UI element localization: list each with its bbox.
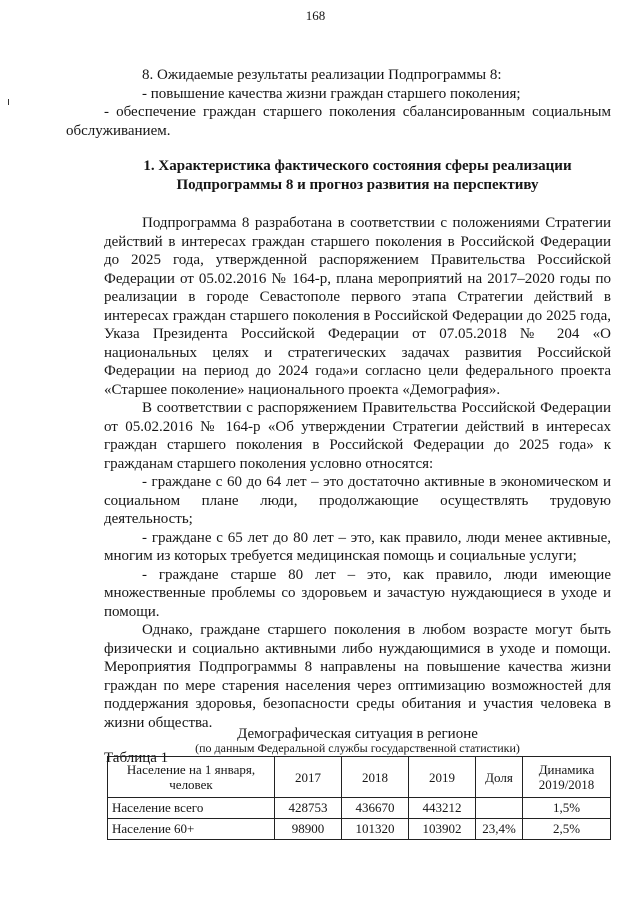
table-cell: 443212 xyxy=(409,798,476,819)
section-heading: 1. Характеристика фактического состояния сферы реализации Подпрограммы 8 и прогноз развития на перспективу xyxy=(143,158,572,193)
page-number: 168 xyxy=(305,8,326,23)
paragraph: В соответствии с распоряжением Правительства Российской Федерации от 05.02.2016 № 164-р «Об утверждении Стратегии действий в интересах граждан старшего поколения в Российской Федерации до 2025 года» к гражданам старшего поколения условно относятся: xyxy=(104,400,611,472)
table-header-cell: 2018 xyxy=(342,757,409,798)
table-cell: 2,5% xyxy=(523,819,611,840)
paragraph: - граждане с 65 лет до 80 лет – это, как правило, люди менее активные, многим из которых требуется медицинская помощь и социальные услуги; xyxy=(104,529,611,564)
table-cell xyxy=(476,798,523,819)
margin-mark xyxy=(8,99,9,105)
table-cell: 23,4% xyxy=(476,819,523,840)
table-header-cell: Население на 1 января, человек xyxy=(108,757,275,798)
table-caption: Таблица 1 xyxy=(104,750,169,766)
list-item: - повышение качества жизни граждан старшего поколения; xyxy=(142,85,521,102)
paragraph: Однако, граждане старшего поколения в любом возрасте могут быть физически и социально активными либо нуждающимися в уходе и помощи. Мероприятия Подпрограммы 8 направлены на повышение качества жизни граждан по мере старения населения через оптимизацию возможностей для поддержания здоровья, безопасности среды обитания и участия человека в жизни общества. xyxy=(104,622,611,731)
table-header-cell: 2019 xyxy=(409,757,476,798)
table-row xyxy=(108,819,611,840)
table-row xyxy=(108,798,611,819)
table-cell: 98900 xyxy=(275,819,342,840)
table-cell: 101320 xyxy=(342,819,409,840)
paragraph: - граждане старше 80 лет – это, как правило, люди имеющие множественные проблемы со здоровьем и зачастую нуждающиеся в уходе и помощи. xyxy=(104,566,611,620)
table-subtitle: (по данным Федеральной службы государственной статистики) xyxy=(195,741,520,755)
table-header-cell: Динамика 2019/2018 xyxy=(523,757,611,798)
paragraph: - граждане с 60 до 64 лет – это достаточно активные в экономическом и социальном плане люди, продолжающие осуществлять трудовую деятельность; xyxy=(104,474,611,527)
paragraph: Подпрограмма 8 разработана в соответствии с положениями Стратегии действий в интересах граждан старшего поколения в Российской Федерации до 2025 года, утвержденной распоряжением Правительства Российской Федерации от 05.02.2016 № 164-р, плана мероприятий на 2017–2020 годы по реализации в городе Севастополе первого этапа Стратегии действий в интересах граждан старшего поколения в Российской Федерации до 2025 года, Указа Президента Российской Федерации от 07.05.2018 № 204 «О национальных целях и стратегических задачах развития Российской Федерации на период до 2024 года»и согласно цели федерального проекта «Старшее поколение» национального проекта «Демография». xyxy=(104,215,611,398)
table-cell: 1,5% xyxy=(523,798,611,819)
spacer xyxy=(104,140,611,157)
table-cell: 103902 xyxy=(409,819,476,840)
table-header-cell: 2017 xyxy=(275,757,342,798)
spacer xyxy=(104,195,611,214)
table-cell: 436670 xyxy=(342,798,409,819)
table-header-cell: Доля xyxy=(476,757,523,798)
demographics-table xyxy=(107,756,611,840)
table-title: Демографическая ситуация в регионе xyxy=(237,726,478,742)
table-cell: Население 60+ xyxy=(108,819,275,840)
list-item: 8. Ожидаемые результаты реализации Подпрограммы 8: xyxy=(142,67,502,83)
table-cell: 428753 xyxy=(275,798,342,819)
list-item: - обеспечение граждан старшего поколения сбалансированным социальным обслуживанием. xyxy=(66,104,611,139)
table-cell: Население всего xyxy=(108,798,275,819)
document-body xyxy=(66,66,611,768)
table-header-row xyxy=(108,757,611,798)
